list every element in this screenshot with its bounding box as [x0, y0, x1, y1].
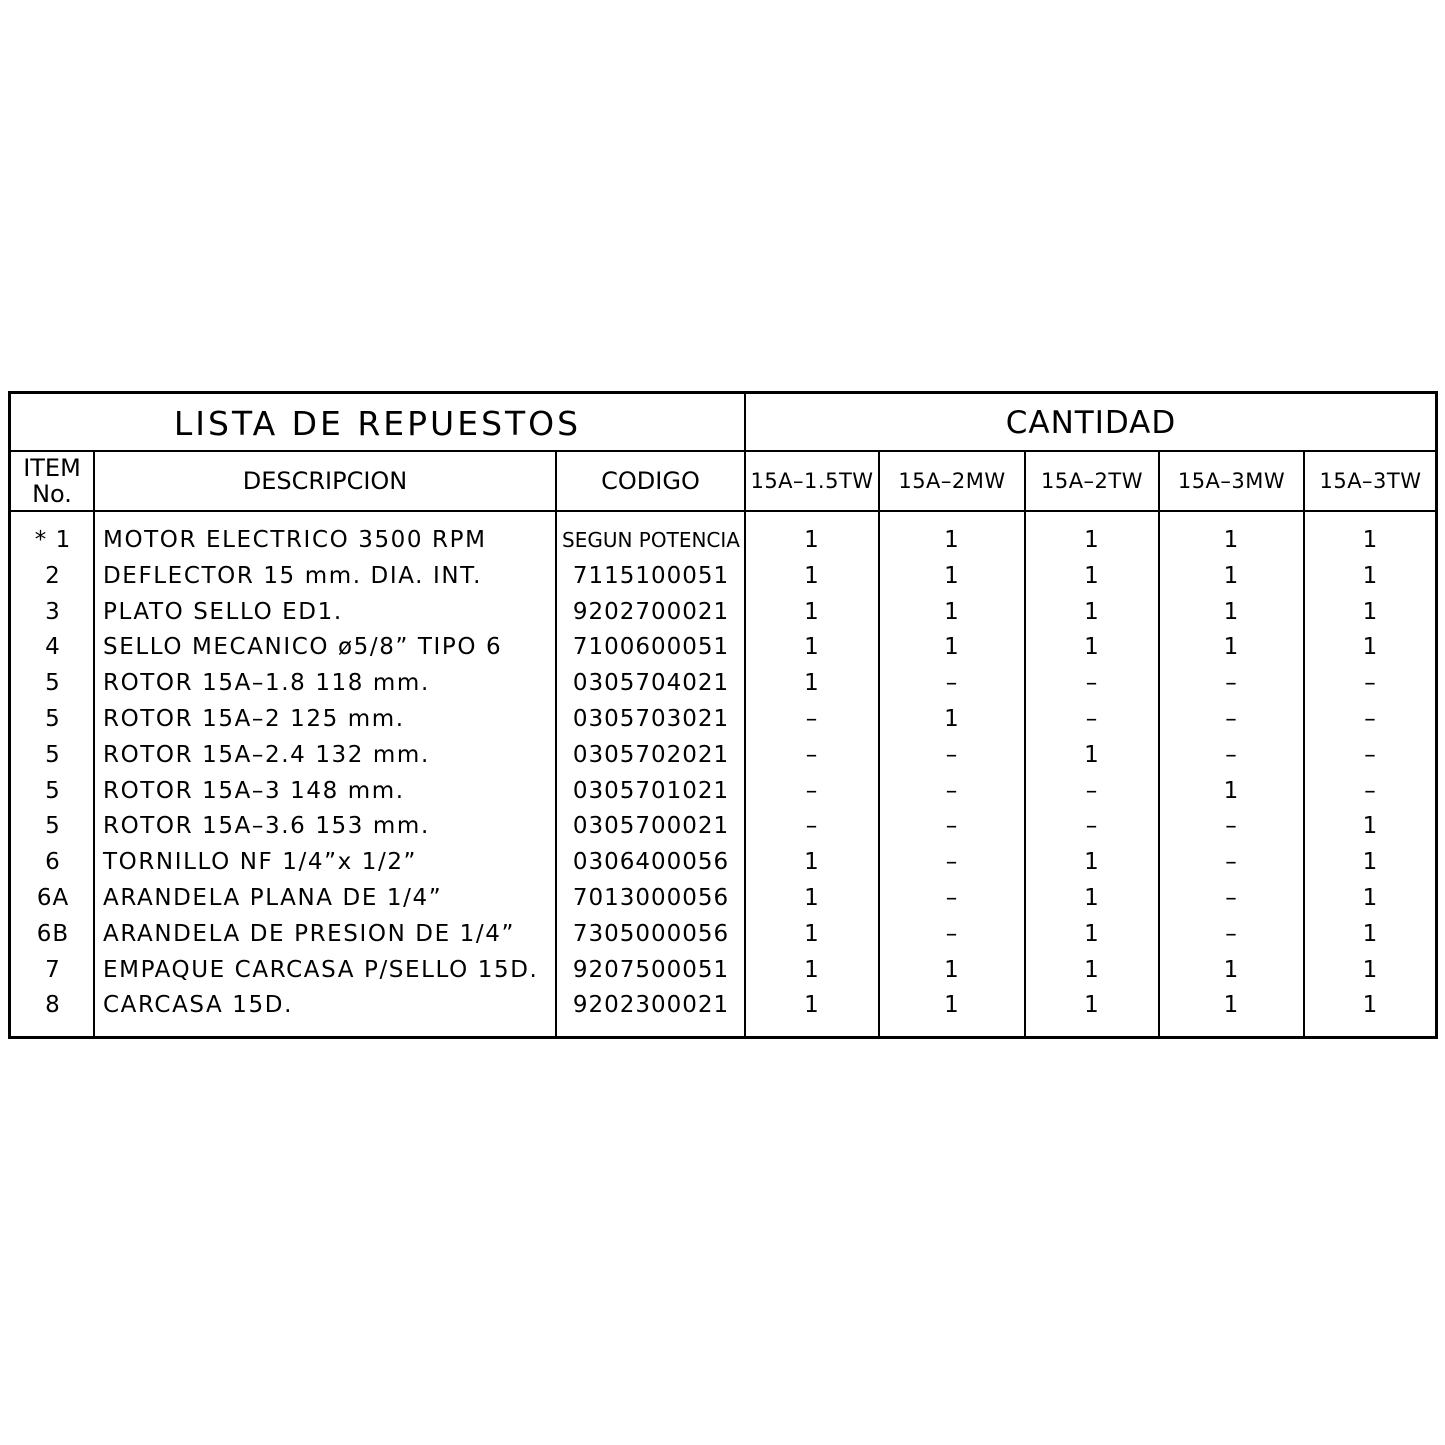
quantity-cell: –: [805, 706, 819, 732]
part-description: ARANDELA DE PRESION DE 1/4”: [103, 920, 515, 947]
quantity-cell: –: [805, 741, 819, 768]
quantity-cell: 1: [1084, 920, 1100, 947]
part-code: 0306400056: [572, 849, 730, 876]
item-number: 6B: [36, 920, 70, 947]
quantity-cell: 1: [1084, 598, 1100, 625]
quantity-cell: 1: [804, 920, 820, 947]
quantity-cell: –: [1225, 813, 1238, 840]
quantity-cell: 1: [804, 956, 820, 983]
quantity-cell: –: [945, 777, 959, 804]
model-header-1: 15A–1.5TW: [750, 469, 874, 493]
quantity-cell: –: [1085, 706, 1099, 732]
model-header-3: 15A–2TW: [1040, 469, 1144, 493]
quantity-cell: 1: [1084, 992, 1100, 1019]
table-row: [11, 629, 1435, 665]
quantity-cell: 1: [804, 598, 820, 625]
quantity-cell: –: [945, 849, 959, 876]
quantity-cell: 1: [1084, 741, 1100, 768]
quantity-cell: 1: [1223, 777, 1240, 804]
quantity-cell: –: [1225, 670, 1238, 697]
quantity-cell: 1: [1223, 634, 1240, 661]
part-description: ROTOR 15A–2 125 mm.: [103, 706, 405, 732]
quantity-cell: –: [1225, 706, 1238, 732]
quantity-cell: 1: [1084, 527, 1100, 553]
quantity-cell: 1: [944, 562, 960, 589]
part-code: SEGUN POTENCIA: [562, 528, 740, 552]
table-row: [11, 558, 1435, 594]
quantity-cell: 1: [1362, 956, 1379, 983]
quantity-cell: 1: [1362, 634, 1379, 661]
table-row: [11, 880, 1435, 916]
item-number: 8: [45, 992, 61, 1019]
table-row: [11, 773, 1435, 809]
item-number: 5: [45, 670, 61, 697]
quantity-cell: 1: [804, 849, 820, 876]
part-code: 0305704021: [572, 670, 730, 697]
item-number: 5: [45, 813, 61, 840]
header-divider: [11, 510, 1435, 512]
item-header: [11, 452, 93, 510]
model-header-4: 15A–3MW: [1177, 469, 1286, 493]
table-title: LISTA DE REPUESTOS: [173, 403, 582, 443]
quantity-cell: 1: [1223, 598, 1240, 625]
quantity-cell: 1: [1223, 992, 1240, 1019]
quantity-cell: –: [1364, 777, 1377, 804]
item-number: 7: [45, 956, 61, 983]
part-code: 7115100051: [572, 562, 730, 589]
quantity-cell: 1: [1362, 992, 1379, 1019]
quantity-cell: 1: [804, 562, 820, 589]
quantity-cell: –: [945, 885, 959, 911]
part-code: 0305703021: [572, 706, 730, 732]
table-row: [11, 701, 1435, 737]
quantity-cell: 1: [1223, 562, 1240, 589]
part-code: 7100600051: [572, 634, 730, 661]
part-description: MOTOR ELECTRICO 3500 RPM: [103, 527, 487, 553]
quantity-cell: –: [1085, 777, 1099, 804]
item-number: 2: [45, 562, 61, 589]
item-number: 4: [45, 634, 61, 661]
model-header-5: 15A–3TW: [1319, 469, 1422, 493]
quantity-cell: 1: [804, 670, 820, 697]
code-header: CODIGO: [601, 467, 700, 495]
quantity-cell: 1: [804, 527, 820, 553]
quantity-cell: 1: [1223, 527, 1240, 553]
quantity-cell: 1: [944, 992, 960, 1019]
quantity-cell: 1: [944, 956, 960, 983]
quantity-cell: –: [1225, 920, 1238, 947]
quantity-cell: –: [945, 741, 959, 768]
quantity-cell: –: [1085, 813, 1099, 840]
part-description: TORNILLO NF 1/4”x 1/2”: [103, 849, 418, 876]
part-code: 7305000056: [572, 920, 730, 947]
quantity-cell: –: [1364, 741, 1377, 768]
quantity-cell: –: [1364, 706, 1377, 732]
quantity-cell: 1: [1362, 562, 1379, 589]
quantity-cell: 1: [1362, 813, 1379, 840]
table-row: [11, 522, 1435, 558]
quantity-cell: –: [1364, 670, 1377, 697]
part-code: 9202300021: [572, 992, 730, 1019]
quantity-cell: –: [945, 813, 959, 840]
item-number: 5: [45, 777, 61, 804]
quantity-cell: 1: [1223, 956, 1240, 983]
quantity-cell: –: [945, 920, 959, 947]
quantity-cell: 1: [804, 992, 820, 1019]
item-number: 6: [45, 849, 61, 876]
table-row: [11, 808, 1435, 844]
quantity-cell: –: [805, 777, 819, 804]
quantity-title: CANTIDAD: [1005, 405, 1177, 441]
quantity-cell: –: [945, 670, 959, 697]
part-description: SELLO MECANICO ø5/8” TIPO 6: [103, 634, 503, 661]
quantity-cell: 1: [1362, 885, 1379, 911]
item-number: 5: [45, 741, 61, 768]
quantity-cell: –: [1085, 670, 1099, 697]
item-header-sublabel: No.: [32, 480, 72, 508]
spare-parts-table: [8, 391, 1438, 1039]
quantity-cell: –: [805, 813, 819, 840]
quantity-cell: 1: [1084, 849, 1100, 876]
table-row: [11, 594, 1435, 630]
quantity-cell: 1: [804, 885, 820, 911]
quantity-cell: 1: [1084, 956, 1100, 983]
model-header-2: 15A–2MW: [898, 469, 1006, 493]
table-row: [11, 952, 1435, 988]
quantity-cell: 1: [944, 598, 960, 625]
part-description: EMPAQUE CARCASA P/SELLO 15D.: [103, 956, 539, 983]
part-description: PLATO SELLO ED1.: [103, 598, 343, 625]
item-number: 6A: [36, 885, 70, 911]
part-code: 0305702021: [572, 741, 730, 768]
quantity-cell: –: [1225, 741, 1238, 768]
part-description: CARCASA 15D.: [103, 992, 293, 1019]
table-row: [11, 916, 1435, 952]
item-number: 5: [45, 706, 61, 732]
quantity-cell: 1: [944, 706, 960, 732]
quantity-cell: 1: [1362, 527, 1379, 553]
quantity-cell: 1: [1362, 920, 1379, 947]
quantity-cell: –: [1225, 885, 1238, 911]
part-description: ROTOR 15A–3 148 mm.: [103, 777, 405, 804]
table-row: [11, 737, 1435, 773]
quantity-cell: 1: [944, 527, 960, 553]
quantity-cell: 1: [944, 634, 960, 661]
part-code: 9207500051: [572, 956, 730, 983]
part-code: 7013000056: [572, 885, 730, 911]
table-row: [11, 987, 1435, 1023]
quantity-cell: 1: [1362, 598, 1379, 625]
quantity-cell: 1: [804, 634, 820, 661]
part-description: ROTOR 15A–3.6 153 mm.: [103, 813, 430, 840]
table-row: [11, 665, 1435, 701]
quantity-cell: 1: [1084, 885, 1100, 911]
quantity-cell: –: [1225, 849, 1238, 876]
part-code: 0305701021: [572, 777, 730, 804]
quantity-cell: 1: [1362, 849, 1379, 876]
part-code: 9202700021: [572, 598, 730, 625]
part-description: DEFLECTOR 15 mm. DIA. INT.: [103, 562, 482, 589]
quantity-cell: 1: [1084, 562, 1100, 589]
item-header-label: ITEM: [23, 454, 81, 482]
table-row: [11, 844, 1435, 880]
item-number: 3: [45, 598, 61, 625]
part-description: ROTOR 15A–1.8 118 mm.: [103, 670, 430, 697]
item-number: * 1: [34, 527, 72, 553]
part-description: ARANDELA PLANA DE 1/4”: [103, 885, 443, 911]
quantity-cell: 1: [1084, 634, 1100, 661]
part-code: 0305700021: [572, 813, 730, 840]
part-description: ROTOR 15A–2.4 132 mm.: [103, 741, 430, 768]
description-header: DESCRIPCION: [242, 467, 408, 495]
